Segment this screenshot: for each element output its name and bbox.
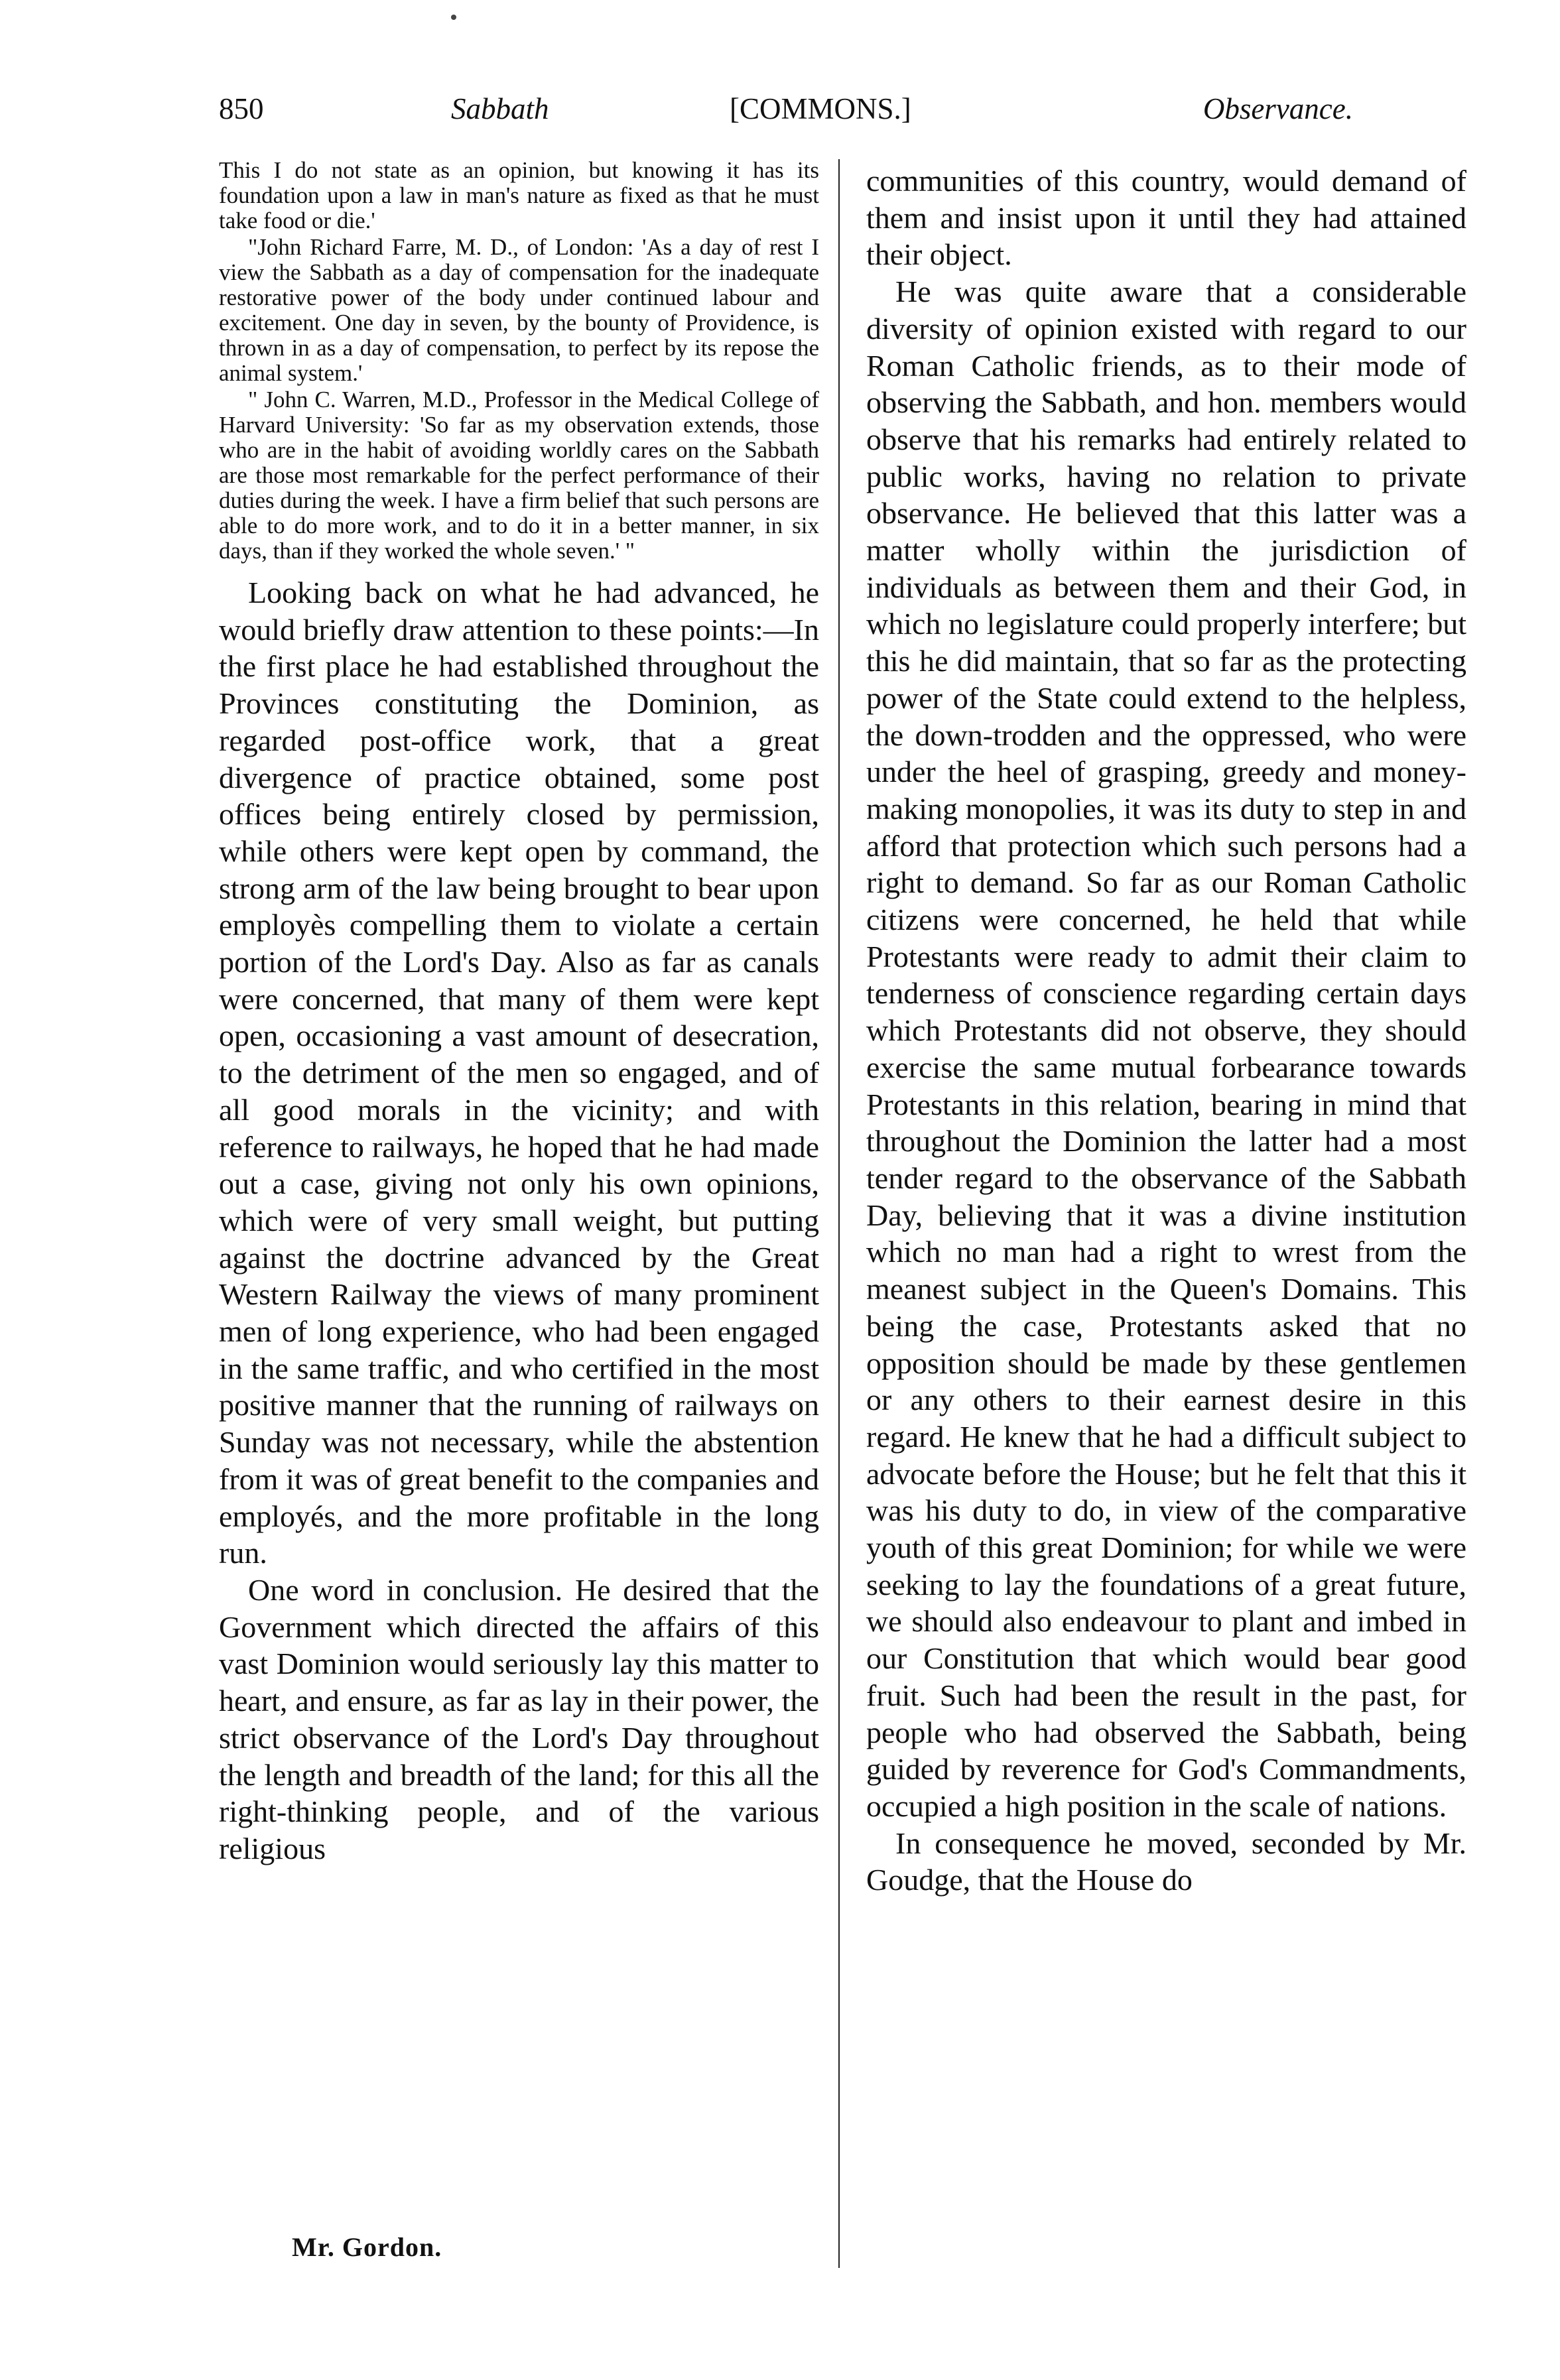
body-paragraph: In consequence he moved, seconded by Mr. Goudge, that the House do bbox=[866, 1826, 1466, 1897]
page-header bbox=[199, 92, 1366, 151]
running-head-left: Sabbath bbox=[451, 92, 549, 125]
body-paragraph: He was quite aware that a considerable diversity of opinion existed with regard to our Roman Catholic friends, as to their mode of observing the Sabbath, and hon. members would observe that his remarks had entirely related to public works, having no relation to private observance. He believed that this latter was a matter wholly within the jurisdiction of individuals as between them and their God, in which no legislature could properly interfere; but this he did maintain, that so far as the protecting power of the State could extend to the helpless, the down-trodden and the oppressed, who were under the heel of grasping, greedy and money-making monopolies, it was its duty to step in and afford that protection which such persons had a right to demand. So far as our Roman Catholic citizens were concerned, he held that while Protestants were ready to admit their claim to tenderness of conscience regarding certain days which Protestants did not observe, they should exercise the same mutual forbearance towards Protestants in this relation, bearing in mind that throughout the Dominion the latter had a most tender regard to the observance of the Sabbath Day, believing that it was a divine institution which no man had a right to wrest from the meanest subject in the Queen's Domains. This being the case, Protestants asked that no opposition should be made by these gentlemen or any others to their earnest desire in this regard. He knew that he had a difficult subject to advocate before the House; but he felt that this it was his duty to do, in view of the comparative youth of this great Dominion; for while we were seeking to lay the foundations of a great future, we should also endeavour to plant and imbed in our Constitution that which would bear good fruit. Such had been the result in the past, for people who had observed the Sabbath, being guided by reverence for God's Commandments, occupied a high position in the scale of nations. bbox=[866, 275, 1466, 1823]
page-number: 850 bbox=[219, 92, 264, 125]
body-paragraph: Looking back on what he had advanced, he would briefly draw attention to these points:—In the first place he had established throughout the Provinces constituting the Dominion, as regarded post-office work, that a great divergence of practice obtained, some post offices being entirely closed by permission, while others were kept open by command, the strong arm of the law being brought to bear upon employès compelling them to violate a certain portion of the Lord's Day. Also as far as canals were concerned, that many of them were kept open, occasioning a vast amount of desecration, to the detriment of the men so engaged, and of all good morals in the vicinity; and with reference to railways, he hoped that he had made out a case, giving not only his own opinions, which were of very small weight, but putting against the doctrine advanced by the Great Western Railway the views of many prominent men of long experience, who had been engaged in the same traffic, and who certified in the most positive manner that the running of railways on Sunday was not necessary, while the abstention from it was of great benefit to the companies and employés, and the more profitable in the long run. bbox=[219, 576, 819, 1570]
quote-paragraph: " John C. Warren, M.D., Professor in the Medical College of Harvard University: 'So far as my observation extends, those who are in the habit of avoiding worldly cares on the Sabbath are those most remarkable for the perfect performance of their duties during the week. I have a firm belief that such persons are able to do more work, and to do it in a better manner, in six days, than if they worked the whole seven.' " bbox=[219, 387, 819, 564]
speaker-catchword: Mr. Gordon. bbox=[292, 2232, 442, 2262]
left-column bbox=[219, 158, 819, 1867]
running-head-right: Observance. bbox=[1202, 92, 1353, 125]
column-divider bbox=[838, 159, 840, 2268]
body-paragraph: One word in conclusion. He desired that the Government which directed the affairs of this vast Dominion would seriously lay this matter to heart, and ensure, as far as lay in their power, the strict observance of the Lord's Day throughout the length and breadth of the land; for this all the right-thinking people, and of the various religious bbox=[219, 1572, 819, 1865]
quote-paragraph: "John Richard Farre, M. D., of London: 'As a day of rest I view the Sabbath as a day of compensation for the inadequate restorative power of the body under continued labour and excitement. One day in seven, by the bounty of Providence, is thrown in as a day of compensation, to perfect by its repose the animal system.' bbox=[219, 234, 819, 386]
right-column bbox=[866, 162, 1466, 1899]
quote-paragraph: This I do not state as an opinion, but knowing it has its foundation upon a law in man's nature as fixed as that he must take food or die.' bbox=[219, 157, 819, 233]
body-paragraph: communities of this country, would demand of them and insist upon it until they had attained their object. bbox=[866, 164, 1466, 272]
running-head-center: [COMMONS.] bbox=[730, 92, 911, 125]
print-speck bbox=[451, 15, 456, 20]
